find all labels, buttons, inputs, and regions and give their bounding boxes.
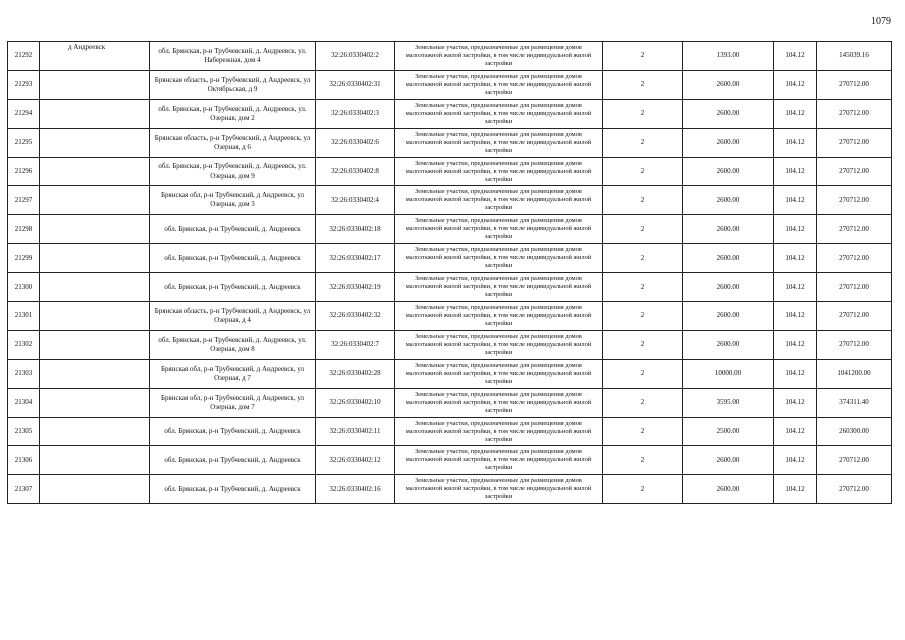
address-cell: Брянская область, р-н Трубчевский, д Андреевск, ул Озерная, д 6 [150, 128, 316, 157]
cadastral-value-cell: 270712.00 [817, 273, 892, 302]
address-cell: обл. Брянская, р-н Трубчевский, д. Андреевск, ул. Озерная, дом 8 [150, 330, 316, 359]
land-use-cell: Земельные участки, предназначенные для размещения домов малоэтажной жилой застройки, в том числе индивидуальной жилой застройки [395, 417, 603, 446]
table-row [8, 42, 892, 71]
settlement-cell [40, 359, 150, 388]
area-cell: 2600.00 [683, 302, 774, 331]
land-use-cell: Земельные участки, предназначенные для размещения домов малоэтажной жилой застройки, в том числе индивидуальной жилой застройки [395, 215, 603, 244]
cadastral-number-cell: 32:26:0330402:28 [316, 359, 395, 388]
cadastral-number-cell: 32:26:0330402:32 [316, 302, 395, 331]
settlement-cell [40, 330, 150, 359]
cadastral-number-cell: 32:26:0330402:12 [316, 446, 395, 475]
address-cell: обл. Брянская, р-н Трубчевский, д. Андреевск, ул. Набережная, дом 4 [150, 42, 316, 71]
cadastral-value-cell: 270712.00 [817, 446, 892, 475]
row-number-cell: 21299 [8, 244, 40, 273]
row-number-cell: 21296 [8, 157, 40, 186]
land-use-cell: Земельные участки, предназначенные для размещения домов малоэтажной жилой застройки, в том числе индивидуальной жилой застройки [395, 359, 603, 388]
cadastral-value-cell: 145039.16 [817, 42, 892, 71]
cadastral-value-cell: 374311.40 [817, 388, 892, 417]
cadastral-number-cell: 32:26:0330402:4 [316, 186, 395, 215]
land-use-cell: Земельные участки, предназначенные для размещения домов малоэтажной жилой застройки, в том числе индивидуальной жилой застройки [395, 186, 603, 215]
land-use-cell: Земельные участки, предназначенные для размещения домов малоэтажной жилой застройки, в том числе индивидуальной жилой застройки [395, 273, 603, 302]
land-use-cell: Земельные участки, предназначенные для размещения домов малоэтажной жилой застройки, в том числе индивидуальной жилой застройки [395, 157, 603, 186]
group-code-cell: 2 [603, 70, 683, 99]
table-row [8, 475, 892, 504]
cadastral-value-cell: 270712.00 [817, 99, 892, 128]
area-cell: 3595.00 [683, 388, 774, 417]
land-use-cell: Земельные участки, предназначенные для размещения домов малоэтажной жилой застройки, в том числе индивидуальной жилой застройки [395, 42, 603, 71]
address-cell: обл. Брянская, р-н Трубчевский, д. Андреевск [150, 215, 316, 244]
area-cell: 2500.00 [683, 417, 774, 446]
settlement-cell [40, 388, 150, 417]
cadastral-number-cell: 32:26:0330402:11 [316, 417, 395, 446]
group-code-cell: 2 [603, 244, 683, 273]
cadastral-value-cell: 270712.00 [817, 244, 892, 273]
settlement-cell [40, 475, 150, 504]
table-row [8, 446, 892, 475]
land-use-cell: Земельные участки, предназначенные для размещения домов малоэтажной жилой застройки, в том числе индивидуальной жилой застройки [395, 99, 603, 128]
area-cell: 2600.00 [683, 273, 774, 302]
page-number: 1079 [871, 16, 891, 27]
address-cell: обл. Брянская, р-н Трубчевский, д. Андреевск [150, 417, 316, 446]
table-row [8, 99, 892, 128]
group-code-cell: 2 [603, 42, 683, 71]
group-code-cell: 2 [603, 128, 683, 157]
specific-value-cell: 104.12 [774, 388, 817, 417]
area-cell: 2600.00 [683, 244, 774, 273]
cadastral-number-cell: 32:26:0330402:18 [316, 215, 395, 244]
area-cell: 1393.00 [683, 42, 774, 71]
address-cell: Брянская обл, р-н Трубчевский, д Андреевск, ул Озерная, д 7 [150, 359, 316, 388]
specific-value-cell: 104.12 [774, 359, 817, 388]
land-use-cell: Земельные участки, предназначенные для размещения домов малоэтажной жилой застройки, в том числе индивидуальной жилой застройки [395, 70, 603, 99]
area-cell: 2600.00 [683, 70, 774, 99]
address-cell: обл. Брянская, р-н Трубчевский, д. Андреевск [150, 273, 316, 302]
specific-value-cell: 104.12 [774, 70, 817, 99]
specific-value-cell: 104.12 [774, 446, 817, 475]
table-row [8, 157, 892, 186]
specific-value-cell: 104.12 [774, 99, 817, 128]
row-number-cell: 21297 [8, 186, 40, 215]
land-use-cell: Земельные участки, предназначенные для размещения домов малоэтажной жилой застройки, в том числе индивидуальной жилой застройки [395, 302, 603, 331]
table-row [8, 70, 892, 99]
area-cell: 2600.00 [683, 99, 774, 128]
area-cell: 2600.00 [683, 446, 774, 475]
specific-value-cell: 104.12 [774, 128, 817, 157]
group-code-cell: 2 [603, 215, 683, 244]
area-cell: 10000.00 [683, 359, 774, 388]
row-number-cell: 21303 [8, 359, 40, 388]
table-row [8, 359, 892, 388]
address-cell: Брянская область, р-н Трубчевский, д Андреевск, ул Озерная, д 4 [150, 302, 316, 331]
address-cell: Брянская обл, р-н Трубчевский, д Андреевск, ул Озерная, дом 7 [150, 388, 316, 417]
specific-value-cell: 104.12 [774, 157, 817, 186]
settlement-cell [40, 417, 150, 446]
group-code-cell: 2 [603, 388, 683, 417]
address-cell: обл. Брянская, р-н Трубчевский, д. Андреевск, ул. Озерная, дом 9 [150, 157, 316, 186]
row-number-cell: 21302 [8, 330, 40, 359]
settlement-cell [40, 273, 150, 302]
table-row [8, 330, 892, 359]
group-code-cell: 2 [603, 330, 683, 359]
row-number-cell: 21304 [8, 388, 40, 417]
group-code-cell: 2 [603, 359, 683, 388]
land-use-cell: Земельные участки, предназначенные для размещения домов малоэтажной жилой застройки, в том числе индивидуальной жилой застройки [395, 128, 603, 157]
settlement-cell [40, 244, 150, 273]
address-cell: Брянская область, р-н Трубчевский, д Андреевск, ул Октябрьская, д 9 [150, 70, 316, 99]
settlement-cell [40, 302, 150, 331]
specific-value-cell: 104.12 [774, 417, 817, 446]
land-use-cell: Земельные участки, предназначенные для размещения домов малоэтажной жилой застройки, в том числе индивидуальной жилой застройки [395, 330, 603, 359]
settlement-cell [40, 215, 150, 244]
group-code-cell: 2 [603, 186, 683, 215]
cadastral-number-cell: 32:26:0330402:31 [316, 70, 395, 99]
cadastral-value-cell: 270712.00 [817, 302, 892, 331]
settlement-cell [40, 99, 150, 128]
cadastral-number-cell: 32:26:0330402:2 [316, 42, 395, 71]
row-number-cell: 21306 [8, 446, 40, 475]
address-cell: обл. Брянская, р-н Трубчевский, д. Андреевск [150, 244, 316, 273]
group-code-cell: 2 [603, 446, 683, 475]
specific-value-cell: 104.12 [774, 475, 817, 504]
table-row [8, 215, 892, 244]
specific-value-cell: 104.12 [774, 42, 817, 71]
group-code-cell: 2 [603, 417, 683, 446]
cadastral-number-cell: 32:26:0330402:19 [316, 273, 395, 302]
cadastral-value-cell: 270712.00 [817, 157, 892, 186]
cadastral-number-cell: 32:26:0330402:7 [316, 330, 395, 359]
address-cell: обл. Брянская, р-н Трубчевский, д. Андреевск [150, 475, 316, 504]
cadastral-value-cell: 270712.00 [817, 70, 892, 99]
cadastral-number-cell: 32:26:0330402:8 [316, 157, 395, 186]
cadastral-number-cell: 32:26:0330402:3 [316, 99, 395, 128]
land-use-cell: Земельные участки, предназначенные для размещения домов малоэтажной жилой застройки, в том числе индивидуальной жилой застройки [395, 446, 603, 475]
address-cell: обл. Брянская, р-н Трубчевский, д. Андреевск, ул. Озерная, дом 2 [150, 99, 316, 128]
area-cell: 2600.00 [683, 330, 774, 359]
cadastral-value-cell: 1041200.00 [817, 359, 892, 388]
table-row [8, 186, 892, 215]
group-code-cell: 2 [603, 99, 683, 128]
specific-value-cell: 104.12 [774, 215, 817, 244]
row-number-cell: 21307 [8, 475, 40, 504]
cadastral-value-cell: 270712.00 [817, 475, 892, 504]
cadastral-value-cell: 270712.00 [817, 215, 892, 244]
table-body [8, 42, 892, 504]
table-row [8, 417, 892, 446]
cadastral-value-cell: 260300.00 [817, 417, 892, 446]
specific-value-cell: 104.12 [774, 244, 817, 273]
row-number-cell: 21301 [8, 302, 40, 331]
land-use-cell: Земельные участки, предназначенные для размещения домов малоэтажной жилой застройки, в том числе индивидуальной жилой застройки [395, 388, 603, 417]
group-code-cell: 2 [603, 273, 683, 302]
row-number-cell: 21295 [8, 128, 40, 157]
cadastral-value-cell: 270712.00 [817, 330, 892, 359]
row-number-cell: 21305 [8, 417, 40, 446]
cadastral-value-cell: 270712.00 [817, 186, 892, 215]
group-code-cell: 2 [603, 157, 683, 186]
land-use-cell: Земельные участки, предназначенные для размещения домов малоэтажной жилой застройки, в том числе индивидуальной жилой застройки [395, 475, 603, 504]
area-cell: 2600.00 [683, 475, 774, 504]
cadastral-number-cell: 32:26:0330402:10 [316, 388, 395, 417]
address-cell: Брянская обл, р-н Трубчевский, д Андреевск, ул Озерная, дом 3 [150, 186, 316, 215]
cadastral-number-cell: 32:26:0330402:16 [316, 475, 395, 504]
area-cell: 2600.00 [683, 215, 774, 244]
table-row [8, 128, 892, 157]
row-number-cell: 21292 [8, 42, 40, 71]
specific-value-cell: 104.12 [774, 330, 817, 359]
settlement-cell [40, 70, 150, 99]
settlement-cell [40, 446, 150, 475]
table-row [8, 302, 892, 331]
area-cell: 2600.00 [683, 186, 774, 215]
specific-value-cell: 104.12 [774, 302, 817, 331]
cadastral-value-cell: 270712.00 [817, 128, 892, 157]
settlement-cell: д Андреевск [40, 42, 150, 71]
row-number-cell: 21300 [8, 273, 40, 302]
address-cell: обл. Брянская, р-н Трубчевский, д. Андреевск [150, 446, 316, 475]
specific-value-cell: 104.12 [774, 273, 817, 302]
settlement-cell [40, 128, 150, 157]
area-cell: 2600.00 [683, 128, 774, 157]
group-code-cell: 2 [603, 302, 683, 331]
specific-value-cell: 104.12 [774, 186, 817, 215]
table-row [8, 273, 892, 302]
table-row [8, 244, 892, 273]
settlement-cell [40, 186, 150, 215]
cadastral-number-cell: 32:26:0330402:17 [316, 244, 395, 273]
table-row [8, 388, 892, 417]
settlement-cell [40, 157, 150, 186]
area-cell: 2600.00 [683, 157, 774, 186]
row-number-cell: 21298 [8, 215, 40, 244]
land-registry-table [7, 41, 892, 504]
row-number-cell: 21293 [8, 70, 40, 99]
land-use-cell: Земельные участки, предназначенные для размещения домов малоэтажной жилой застройки, в том числе индивидуальной жилой застройки [395, 244, 603, 273]
row-number-cell: 21294 [8, 99, 40, 128]
group-code-cell: 2 [603, 475, 683, 504]
cadastral-number-cell: 32:26:0330402:6 [316, 128, 395, 157]
